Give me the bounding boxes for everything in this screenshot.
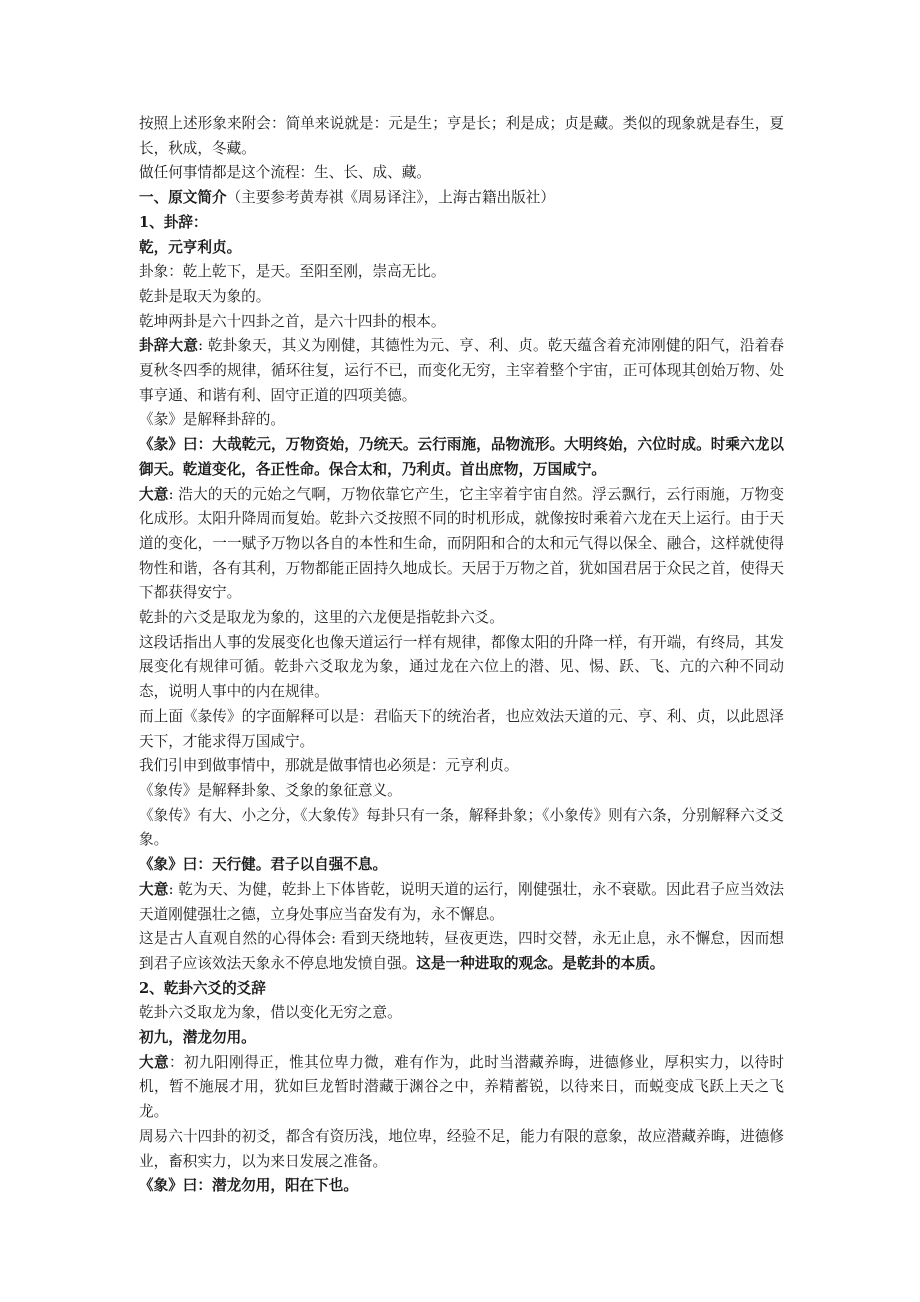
paragraph: 《象传》有大、小之分，《大象传》每卦只有一条，解释卦象；《小象传》则有六条，分别解释六爻爻象。 <box>139 806 784 849</box>
paragraph: 而上面《彖传》的字面解释可以是：君临天下的统治者，也应效法天道的元、亨、利、贞，以此恩泽天下，才能求得万国咸宁。 <box>139 707 784 750</box>
hexagram-text: 乾，元亨利贞。 <box>139 238 242 256</box>
quote-bold: 《象》曰：天行健。君子以自强不息。 <box>139 856 388 874</box>
paragraph: 按照上述形象来附会：简单来说就是：元是生；亨是长；利是成；贞是藏。类似的现象就是春生，夏长，秋成，冬藏。 <box>139 115 784 157</box>
paragraph: 我们引申到做事情中，那就是做事情也必须是：元亨利贞。 <box>139 757 519 775</box>
paragraph: 乾坤两卦是六十四卦之首，是六十四卦的根本。 <box>139 312 446 330</box>
paragraph: 卦象：乾上乾下，是天。至阳至刚，崇高无比。 <box>139 263 446 281</box>
paragraph: 《彖》是解释卦辞的。 <box>139 411 285 429</box>
quote-bold: 《象》曰：潜龙勿用，阳在下也。 <box>139 1177 358 1195</box>
paragraph: 大意: 乾为天、为健，乾卦上下体皆乾，说明天道的运行，刚健强壮，永不衰歇。因此君子应当效法天道刚健强壮之德，立身处事应当奋发有为，永不懈息。 <box>139 880 784 923</box>
subsection-heading: 1、卦辞： <box>139 213 208 231</box>
document-page <box>139 112 784 1199</box>
paragraph: 大意: 浩大的天的元始之气啊，万物依靠它产生，它主宰着宇宙自然。浮云飘行，云行雨施，万物变化成形。太阳升降周而复始。乾卦六爻按照不同的时机形成，就像按时乘着六龙在天上运行。由于天道的变化，一一赋予万物以各自的本性和生命，而阴阳和合的太和元气得以保全、融合，这样就使得物性和谐，各有其利，万物都能正固持久地成长。天居于万物之首，犹如国君居于众民之首，使得天下都获得安宁。 <box>139 485 784 602</box>
section-heading: 一、原文简介（主要参考黄寿祺《周易译注》，上海古籍出版社） <box>139 189 555 207</box>
paragraph: 周易六十四卦的初爻，都含有资历浅，地位卑，经验不足，能力有限的意象，故应潜藏养晦，进德修业，畜积实力，以为来日发展之准备。 <box>139 1127 784 1170</box>
line-text: 初九，潜龙勿用。 <box>139 1029 256 1047</box>
paragraph: 乾卦的六爻是取龙为象的，这里的六龙便是指乾卦六爻。 <box>139 609 504 627</box>
paragraph: 乾卦六爻取龙为象，借以变化无穷之意。 <box>139 1004 402 1022</box>
paragraph: 做任何事情都是这个流程：生、长、成、藏。 <box>139 164 431 182</box>
paragraph: 大意：初九阳刚得正，惟其位卑力微，难有作为，此时当潜藏养晦，进德修业，厚积实力，以待时机，暂不施展才用，犹如巨龙暂时潜藏于渊谷之中，养精蓄锐，以待来日，而蜕变成飞跃上天之飞龙。 <box>139 1053 784 1121</box>
subsection-heading: 2、乾卦六爻的爻辞 <box>139 979 266 997</box>
paragraph: 《象传》是解释卦象、爻象的象征意义。 <box>139 781 402 799</box>
paragraph: 卦辞大意: 乾卦象天，其义为刚健，其德性为元、亨、利、贞。乾天蕴含着充沛刚健的阳气，沿着春夏秋冬四季的规律，循环往复，运行不已，而变化无穷，主宰着整个宇宙，正可体现其创始万物、处事亨通、和谐有利、固守正道的四项美德。 <box>139 337 784 404</box>
paragraph: 这段话指出人事的发展变化也像天道运行一样有规律，都像太阳的升降一样，有开端，有终局，其发展变化有规律可循。乾卦六爻取龙为象，通过龙在六位上的潜、见、惕、跃、飞、亢的六种不同动态，说明人事中的内在规律。 <box>139 633 784 701</box>
paragraph: 这是古人直观自然的心得体会: 看到天绕地转，昼夜更迭，四时交替，永无止息，永不懈怠，因而想到君子应该效法天象永不停息地发愤自强。这是一种进取的观念。是乾卦的本质。 <box>139 930 784 972</box>
quote-bold: 《彖》曰：大哉乾元，万物资始，乃统天。云行雨施，品物流形。大明终始，六位时成。时乘六龙以御天。乾道变化，各正性命。保合太和，乃利贞。首出庶物，万国咸宁。 <box>139 436 784 478</box>
paragraph: 乾卦是取天为象的。 <box>139 287 271 305</box>
